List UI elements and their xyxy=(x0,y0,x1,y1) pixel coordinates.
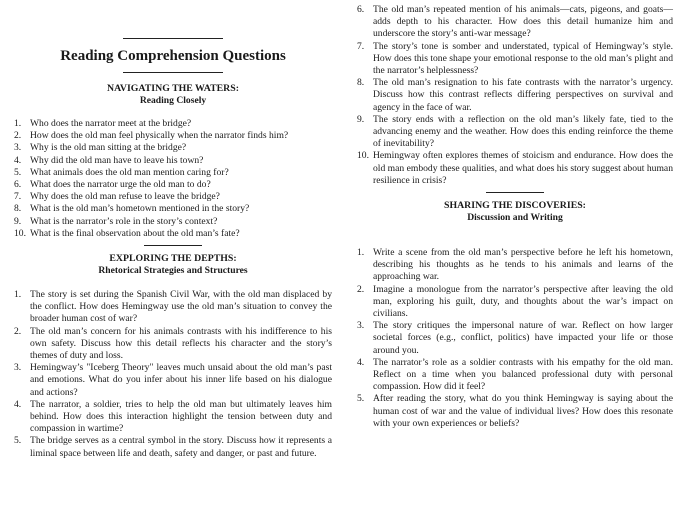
question-number: 4. xyxy=(14,398,22,410)
question-item xyxy=(357,393,673,430)
rhetorical-question-list-continued xyxy=(357,4,673,187)
question-text: Why is the old man sitting at the bridge? xyxy=(30,142,187,154)
question-item xyxy=(14,203,332,215)
question-number: 6. xyxy=(14,179,22,191)
section-subheading-discussion: Discussion and Writing xyxy=(467,212,563,224)
question-text: Why did the old man have to leave his town? xyxy=(30,154,204,166)
question-number: 5. xyxy=(14,166,22,178)
question-number: 1. xyxy=(357,247,365,259)
question-number: 10. xyxy=(357,150,369,162)
question-text: What is the narrator’s role in the story’s context? xyxy=(30,215,218,227)
question-text: What animals does the old man mention caring for? xyxy=(30,166,229,178)
section-subheading-rhetorical: Rhetorical Strategies and Structures xyxy=(98,265,248,277)
question-number: 9. xyxy=(14,215,22,227)
section-divider-rule xyxy=(486,192,544,193)
question-item xyxy=(14,326,332,363)
question-text: The story ends with a reflection on the old man’s likely fate, tied to the advancing enemy and the weather. How does this ending reinforce the theme of inevitability? xyxy=(373,113,673,150)
question-item xyxy=(357,150,673,187)
question-text: After reading the story, what do you think Hemingway is saying about the human cost of war and the value of individual lives? How does this resonate with your own experiences or beliefs? xyxy=(373,393,673,429)
section-subheading-reading-closely: Reading Closely xyxy=(139,95,207,106)
question-text: Write a scene from the old man’s perspective before he left his hometown, describing his thoughts as he tends to his animals and learns of the approaching war. xyxy=(373,247,673,283)
question-number: 10. xyxy=(14,227,26,239)
question-number: 4. xyxy=(14,154,22,166)
question-number: 3. xyxy=(357,320,365,332)
question-text: The story critiques the impersonal nature of war. Reflect on how larger societal forces (e.g., conflict, politics) have impacted your life or those around you. xyxy=(373,320,673,356)
question-number: 3. xyxy=(14,362,22,374)
question-number: 1. xyxy=(14,118,22,129)
question-number: 2. xyxy=(14,325,22,337)
question-text: Hemingway often explores themes of stoicism and endurance. How does the old man embody these qualities, and what does his story suggest about human resilience in crisis? xyxy=(373,150,673,186)
question-item xyxy=(14,399,332,436)
question-item xyxy=(14,289,332,326)
question-item xyxy=(357,114,673,151)
question-item xyxy=(14,228,332,240)
question-text: How does the old man feel physically when the narrator finds him? xyxy=(30,130,289,142)
question-number: 3. xyxy=(14,142,22,154)
question-number: 7. xyxy=(14,191,22,203)
question-text: What does the narrator urge the old man to do? xyxy=(30,179,211,191)
question-text: Hemingway’s "Iceberg Theory" leaves much unsaid about the old man’s past and emotions. What do you infer about his inner life based on his dialogue and actions? xyxy=(30,362,332,398)
question-item xyxy=(357,320,673,357)
question-number: 5. xyxy=(357,393,365,405)
left-column xyxy=(14,0,332,460)
question-number: 5. xyxy=(14,435,22,447)
question-item xyxy=(14,362,332,399)
question-text: Why does the old man refuse to leave the bridge? xyxy=(30,191,220,203)
question-item xyxy=(14,167,332,179)
question-item xyxy=(14,216,332,228)
question-text: The story is set during the Spanish Civil War, with the old man displaced by the conflict. How does Hemingway use the old man’s situation to convey the broader human cost of war? xyxy=(30,289,332,325)
question-text: The narrator, a soldier, tries to help the old man but ultimately leaves him behind. How does this interaction highlight the tension between duty and compassion in wartime? xyxy=(30,398,332,435)
title-bottom-rule xyxy=(123,72,223,73)
question-item xyxy=(357,4,673,41)
question-item xyxy=(14,130,332,142)
question-text: What is the final observation about the old man’s fate? xyxy=(30,227,240,239)
question-text: The old man’s resignation to his fate contrasts with the narrator’s urgency. Discuss how this contrast reflects differing perspectives on survival and agency in the face of war. xyxy=(373,77,673,113)
question-item xyxy=(357,77,673,114)
page-title: Reading Comprehension Questions xyxy=(60,48,286,64)
question-number: 8. xyxy=(357,77,365,89)
question-item xyxy=(14,179,332,191)
question-item xyxy=(14,191,332,203)
question-number: 2. xyxy=(14,130,22,142)
question-text: Imagine a monologue from the narrator’s perspective after leaving the old man, exploring his guilt, duty, and thoughts about the war’s impact on civilians. xyxy=(373,283,673,320)
question-item xyxy=(357,284,673,321)
question-item xyxy=(14,118,332,130)
question-text: The bridge serves as a central symbol in the story. Discuss how it represents a liminal space between life and death, safety and danger, or past and future. xyxy=(30,435,332,459)
question-text: The story’s tone is somber and understated, typical of Hemingway’s style. How does this tone shape your emotional response to the old man’s plight and the narrator’s helplessness? xyxy=(373,40,673,77)
section-heading-exploring: EXPLORING THE DEPTHS: xyxy=(109,253,237,265)
question-item xyxy=(14,435,332,459)
question-number: 8. xyxy=(14,203,22,215)
question-number: 1. xyxy=(14,289,22,301)
question-item xyxy=(357,41,673,78)
section-divider-rule xyxy=(144,245,202,246)
discussion-question-list xyxy=(357,247,673,430)
reading-closely-question-list xyxy=(14,118,332,240)
question-number: 6. xyxy=(357,4,365,15)
question-number: 9. xyxy=(357,113,365,125)
rhetorical-question-list xyxy=(14,289,332,460)
section-heading-sharing: SHARING THE DISCOVERIES: xyxy=(444,200,586,212)
question-item xyxy=(14,155,332,167)
section-heading-navigating: NAVIGATING THE WATERS: xyxy=(107,83,239,94)
question-number: 4. xyxy=(357,356,365,368)
question-item xyxy=(14,142,332,154)
question-text: The narrator’s role as a soldier contrasts with his empathy for the old man. Reflect on a time when you balanced professional duty with personal compassion. How did it feel? xyxy=(373,356,673,393)
right-column xyxy=(357,0,673,430)
question-text: What is the old man’s hometown mentioned in the story? xyxy=(30,203,250,215)
question-item xyxy=(357,247,673,284)
question-text: The old man’s repeated mention of his animals—cats, pigeons, and goats—adds depth to his character. How does this detail humanize him and underscore the story’s anti-war message? xyxy=(373,4,673,40)
question-number: 7. xyxy=(357,40,365,52)
title-top-rule xyxy=(123,38,223,39)
question-text: Who does the narrator meet at the bridge? xyxy=(30,118,192,129)
question-number: 2. xyxy=(357,283,365,295)
question-text: The old man’s concern for his animals contrasts with his indifference to his own safety. Discuss how this detail reflects his character and the story’s themes of duty and loss. xyxy=(30,325,332,362)
question-item xyxy=(357,357,673,394)
